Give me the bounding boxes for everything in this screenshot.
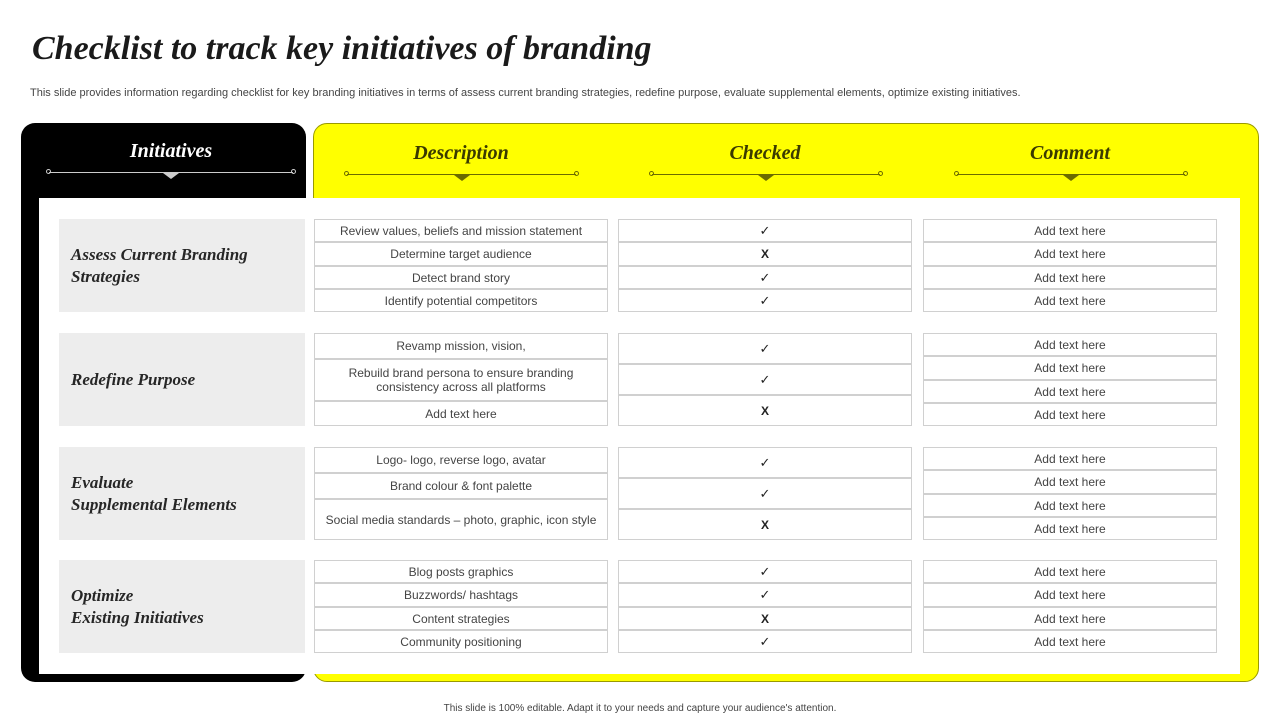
header-divider-initiatives (49, 172, 293, 173)
checked-cell: X (618, 607, 912, 630)
checked-cell: X (618, 395, 912, 426)
divider-dot (1183, 171, 1188, 176)
comment-cell: Add text here (923, 494, 1217, 517)
comment-cell: Add text here (923, 403, 1217, 426)
page-title: Checklist to track key initiatives of branding (32, 30, 652, 67)
description-cell: Brand colour & font palette (314, 473, 608, 499)
header-initiatives: Initiatives (129, 140, 213, 162)
description-cell: Blog posts graphics (314, 560, 608, 583)
comment-cell: Add text here (923, 630, 1217, 653)
divider-dot (649, 171, 654, 176)
divider-triangle-icon (163, 173, 179, 179)
page-subtitle: This slide provides information regarding checklist for key branding initiatives in terms of assess current branding strategies, redefine purpose, evaluate supplemental elements, optimize existing initiatives. (30, 87, 1021, 99)
header-comment: Comment (1029, 142, 1110, 164)
checked-cell: ✓ (618, 630, 912, 653)
checked-cell: ✓ (618, 560, 912, 583)
header-divider-description (347, 174, 576, 175)
comment-cell: Add text here (923, 607, 1217, 630)
header-divider-comment (957, 174, 1185, 175)
initiative-label: Optimize Existing Initiatives (59, 560, 305, 653)
checked-cell: ✓ (618, 583, 912, 607)
description-cell: Rebuild brand persona to ensure branding consistency across all platforms (314, 359, 608, 401)
checked-cell: X (618, 509, 912, 540)
description-cell: Revamp mission, vision, (314, 333, 608, 359)
comment-cell: Add text here (923, 560, 1217, 583)
divider-dot (344, 171, 349, 176)
divider-dot (291, 169, 296, 174)
checked-cell: ✓ (618, 219, 912, 242)
checked-cell: ✓ (618, 364, 912, 395)
divider-dot (46, 169, 51, 174)
description-cell: Social media standards – photo, graphic, icon style (314, 499, 608, 540)
comment-cell: Add text here (923, 356, 1217, 380)
divider-dot (954, 171, 959, 176)
description-cell: Determine target audience (314, 242, 608, 266)
divider-dot (878, 171, 883, 176)
description-cell: Logo- logo, reverse logo, avatar (314, 447, 608, 473)
comment-cell: Add text here (923, 266, 1217, 289)
description-cell: Content strategies (314, 607, 608, 630)
header-description: Description (413, 142, 509, 164)
comment-cell: Add text here (923, 242, 1217, 266)
checked-cell: ✓ (618, 333, 912, 364)
checked-cell: ✓ (618, 266, 912, 289)
description-cell: Identify potential competitors (314, 289, 608, 312)
divider-dot (574, 171, 579, 176)
comment-cell: Add text here (923, 219, 1217, 242)
comment-cell: Add text here (923, 583, 1217, 607)
comment-cell: Add text here (923, 380, 1217, 403)
header-divider-checked (652, 174, 880, 175)
description-cell: Add text here (314, 401, 608, 426)
divider-triangle-icon (1063, 175, 1079, 181)
checked-cell: ✓ (618, 447, 912, 478)
comment-cell: Add text here (923, 517, 1217, 540)
description-cell: Review values, beliefs and mission statement (314, 219, 608, 242)
comment-cell: Add text here (923, 447, 1217, 470)
divider-triangle-icon (454, 175, 470, 181)
description-cell: Detect brand story (314, 266, 608, 289)
header-checked: Checked (729, 142, 801, 164)
initiative-label: Evaluate Supplemental Elements (59, 447, 305, 540)
footer-note: This slide is 100% editable. Adapt it to your needs and capture your audience's attention. (443, 703, 837, 714)
comment-cell: Add text here (923, 470, 1217, 494)
description-cell: Community positioning (314, 630, 608, 653)
description-cell: Buzzwords/ hashtags (314, 583, 608, 607)
initiative-label: Assess Current Branding Strategies (59, 219, 305, 312)
comment-cell: Add text here (923, 289, 1217, 312)
checked-cell: ✓ (618, 478, 912, 509)
divider-triangle-icon (758, 175, 774, 181)
initiative-label: Redefine Purpose (59, 333, 305, 426)
comment-cell: Add text here (923, 333, 1217, 356)
checked-cell: ✓ (618, 289, 912, 312)
checked-cell: X (618, 242, 912, 266)
